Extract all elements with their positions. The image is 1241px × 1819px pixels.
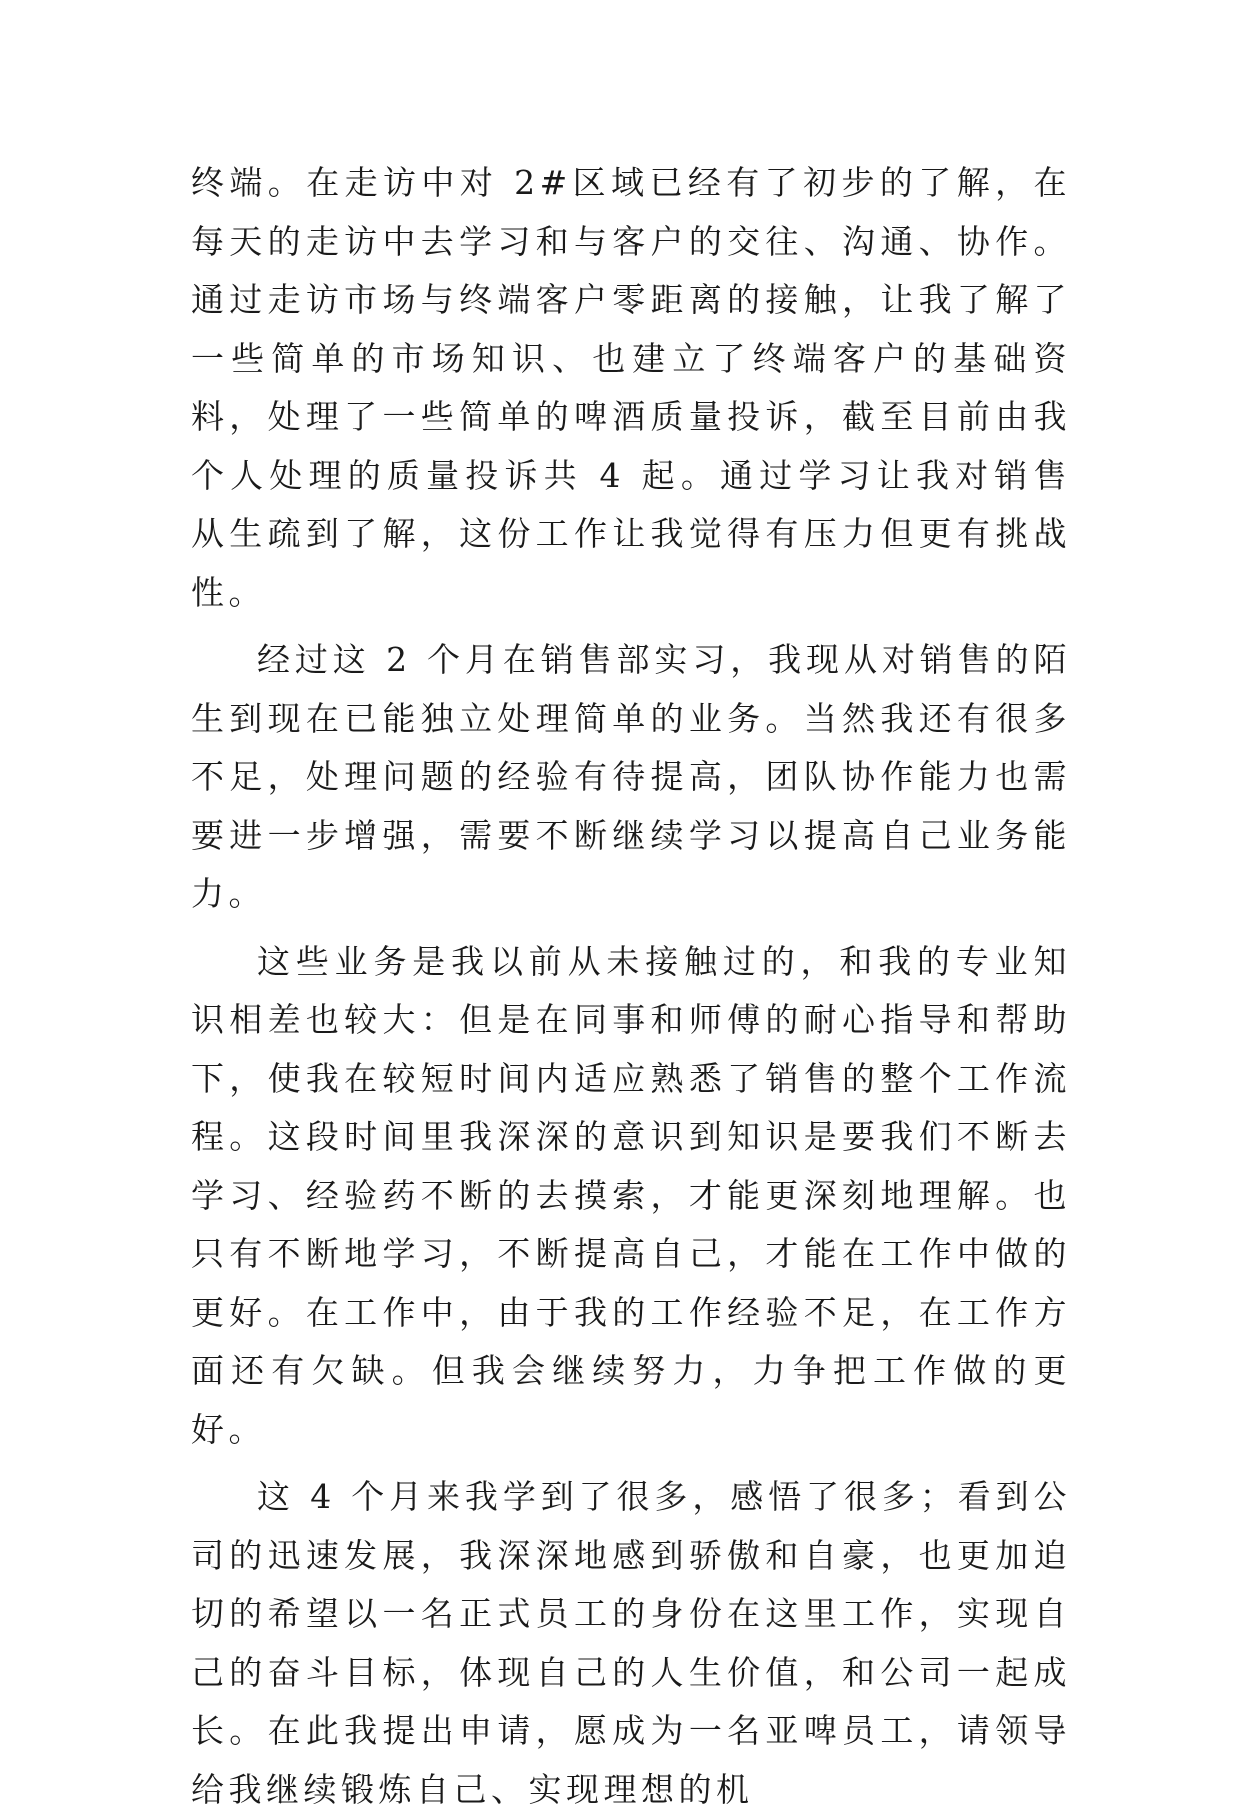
paragraph-1: 终端。在走访中对 2#区域已经有了初步的了解，在每天的走访中去学习和与客户的交往、沟通、协作。通过走访市场与终端客户零距离的接触，让我了解了一些简单的市场知识、也建立了终端客户的基础资料，处理了一些简单的啤酒质量投诉，截至目前由我个人处理的质量投诉共 4 起。通过学习让我对销售从生疏到了解，这份工作让我觉得有压力但更有挑战性。 xyxy=(191,163,1071,612)
document-body xyxy=(191,154,1071,1819)
paragraph-2: 经过这 2 个月在销售部实习，我现从对销售的陌生到现在已能独立处理简单的业务。当然我还有很多不足，处理问题的经验有待提高，团队协作能力也需要进一步增强，需要不断继续学习以提高自己业务能力。 xyxy=(191,640,1071,913)
paragraph-4: 这 4 个月来我学到了很多，感悟了很多；看到公司的迅速发展，我深深地感到骄傲和自豪，也更加迫切的希望以一名正式员工的身份在这里工作，实现自己的奋斗目标，体现自己的人生价值，和公司一起成长。在此我提出申请，愿成为一名亚啤员工，请领导给我继续锻炼自己、实现理想的机 xyxy=(191,1477,1071,1809)
paragraph-3: 这些业务是我以前从未接触过的，和我的专业知识相差也较大：但是在同事和师傅的耐心指导和帮助下，使我在较短时间内适应熟悉了销售的整个工作流程。这段时间里我深深的意识到知识是要我们不断去学习、经验药不断的去摸索，才能更深刻地理解。也只有不断地学习，不断提高自己，才能在工作中做的更好。在工作中，由于我的工作经验不足，在工作方面还有欠缺。但我会继续努力，力争把工作做的更好。 xyxy=(191,941,1071,1449)
